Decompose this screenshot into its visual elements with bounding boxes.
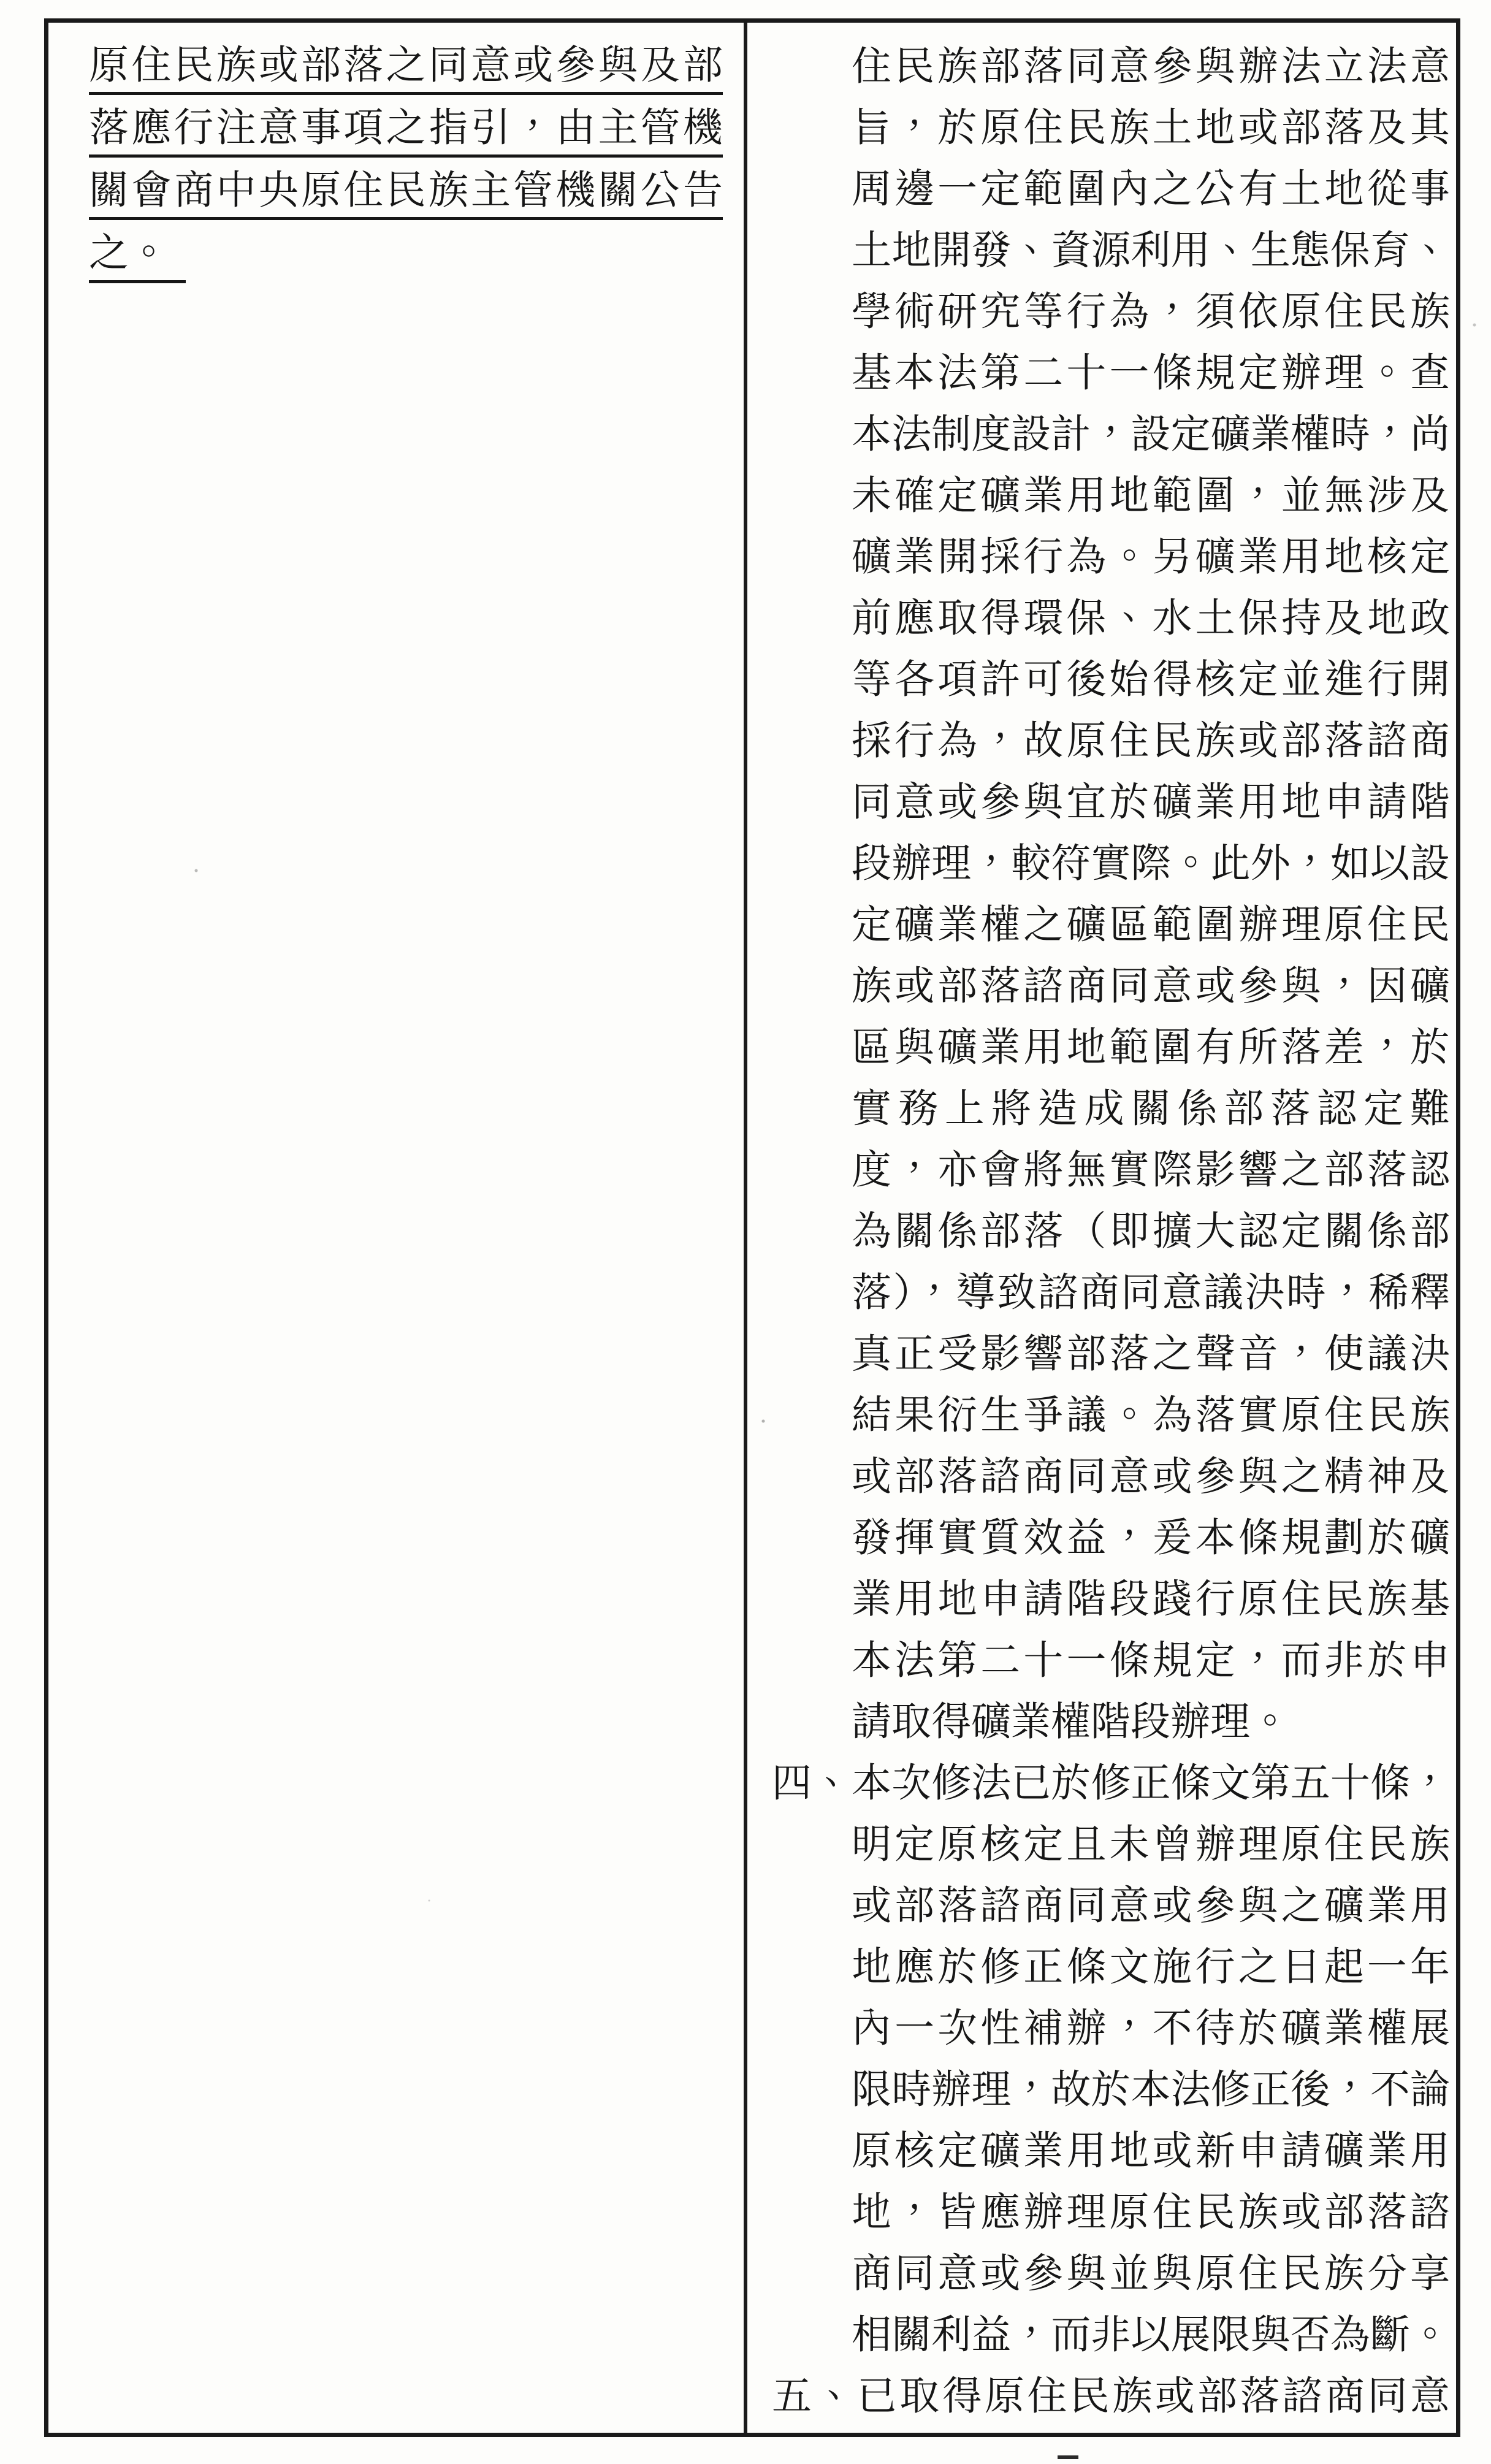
right-cell-line-31: 或部落諮商同意或參與之礦業用 [852, 1884, 1450, 1928]
right-cell-line-14: 段辦理，較符實際。此外，如以設 [852, 842, 1450, 886]
right-cell-line-20: 為關係部落（即擴大認定關係部 [852, 1210, 1450, 1254]
right-cell-line-16: 族或部落諮商同意或參與，因礦 [852, 964, 1450, 1009]
right-cell-line-22: 真正受影響部落之聲音，使議決 [852, 1332, 1450, 1376]
right-cell-line-1: 住民族部落同意參與辦法立法意 [852, 45, 1450, 89]
right-cell-line-12: 採行為，故原住民族或部落諮商 [852, 719, 1450, 763]
right-cell-line-26: 業用地申請階段踐行原住民族基 [852, 1577, 1450, 1622]
right-cell-line-11: 等各項許可後始得核定並進行開 [852, 658, 1450, 702]
right-cell-line-32: 地應於修正條文施行之日起一年 [852, 1945, 1450, 1989]
left-cell-line-2: 落應行注意事項之指引，由主管機 [89, 104, 723, 158]
right-cell-item-line-29: 四、本次修法已於修正條文第五十條， [772, 1761, 1450, 1806]
right-cell-line-28: 請取得礦業權階段辦理。 [852, 1700, 1291, 1744]
right-cell-line-15: 定礦業權之礦區範圍辦理原住民 [852, 903, 1450, 947]
right-cell-line-2: 旨，於原住民族土地或部落及其 [852, 106, 1450, 150]
right-cell-item-line-39: 五、已取得原住民族或部落諮商同意 [772, 2374, 1450, 2419]
right-cell-line-21: 落），導致諮商同意議決時，稀釋 [852, 1271, 1450, 1315]
right-cell-line-3: 周邊一定範圍內之公有土地從事 [852, 167, 1450, 212]
right-cell-line-27: 本法第二十一條規定，而非於申 [852, 1639, 1450, 1683]
right-cell-line-9: 礦業開採行為。另礦業用地核定 [852, 535, 1450, 579]
right-cell-line-37: 商同意或參與並與原住民族分享 [852, 2252, 1450, 2296]
table-cell-right-explanation-text [747, 23, 1456, 2433]
table-cell-left-amendment-text [48, 23, 747, 2433]
right-cell-line-36: 地，皆應辦理原住民族或部落諮 [852, 2191, 1450, 2235]
left-cell-line-3: 關會商中央原住民族主管機關公告 [89, 166, 723, 220]
right-cell-line-13: 同意或參與宜於礦業用地申請階 [852, 780, 1450, 825]
right-cell-line-34: 限時辦理，故於本法修正後，不論 [852, 2068, 1450, 2112]
right-cell-line-35: 原核定礦業用地或新申請礦業用 [852, 2129, 1450, 2173]
right-cell-line-38: 相關利益，而非以展限與否為斷。 [852, 2313, 1450, 2357]
right-cell-line-33: 內一次性補辦，不待於礦業權展 [852, 2007, 1450, 2051]
right-cell-line-24: 或部落諮商同意或參與之精神及 [852, 1455, 1450, 1499]
right-cell-line-10: 前應取得環保、水土保持及地政 [852, 597, 1450, 641]
right-cell-line-7: 本法制度設計，設定礦業權時，尚 [852, 413, 1450, 457]
right-cell-line-8: 未確定礦業用地範圍，並無涉及 [852, 474, 1450, 518]
underlined-text: 之。 [89, 231, 186, 283]
right-cell-line-19: 度，亦會將無實際影響之部落認 [852, 1148, 1450, 1192]
right-cell-line-18: 實務上將造成關係部落認定難 [852, 1087, 1450, 1131]
right-cell-line-6: 基本法第二十一條規定辦理。查 [852, 351, 1450, 395]
left-cell-line-1: 原住民族或部落之同意或參與及部 [89, 41, 723, 95]
right-cell-line-23: 結果衍生爭議。為落實原住民族 [852, 1394, 1450, 1438]
right-cell-line-30: 明定原核定且未曾辦理原住民族 [852, 1823, 1450, 1867]
comparison-table [44, 18, 1460, 2437]
left-cell-line-4 [89, 229, 723, 280]
right-cell-line-25: 發揮實質效益，爰本條規劃於礦 [852, 1516, 1450, 1560]
right-cell-line-5: 學術研究等行為，須依原住民族 [852, 290, 1450, 334]
right-cell-line-4: 土地開發、資源利用、生態保育、 [852, 229, 1450, 273]
right-cell-line-17: 區與礦業用地範圍有所落差，於 [852, 1026, 1450, 1070]
page-mark-dash [1058, 2455, 1078, 2459]
